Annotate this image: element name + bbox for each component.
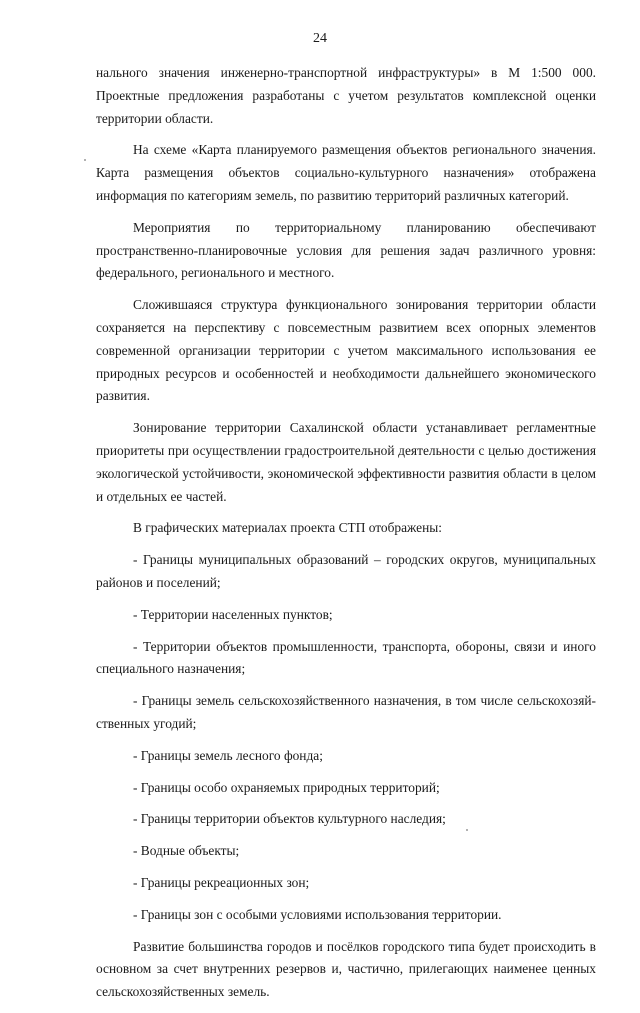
scan-speck [466,829,468,831]
list-item: - Границы земель сельскохозяйственного назначения, в том числе сельскохозяйственных угодий; [96,693,596,731]
paragraph-planning-measures: Мероприятия по территориальному планированию обеспечивают пространственно-планировочные условия для решения задач различного уровня: федерального, регионального и местного. [96,219,596,281]
list-item: - Границы земель лесного фонда; [133,747,323,763]
list-item: - Границы территории объектов культурного наследия; [133,811,446,827]
scan-speck [84,159,86,161]
paragraph-graphic-materials-intro: В графических материалах проекта СТП отображены: [133,520,442,536]
page-number: 24 [313,31,327,46]
list-item: - Границы рекреационных зон; [133,874,310,890]
paragraph-zoning-structure: Сложившаяся структура функционального зонирования территории области сохраняется на перспективу с повсеместным развитием всех опорных элементов современной организации территории с учетом максимального использования ее природных ресурсов и особенностей и необходимости дальнейшего экономического развития. [96,297,596,404]
paragraph-urban-development: Развитие большинства городов и посёлков городского типа будет происходить в основном за счет внутренних резервов и, частично, прилегающих наименее ценных сельскохозяйственных земель. [96,938,596,1000]
list-item: - Границы зон с особыми условиями использования территории. [133,906,502,922]
paragraph-map-scheme: На схеме «Карта планируемого размещения объектов регионального значения. Карта размещения объектов социально-культурного назначения» отображена информация по категориям земель, по развитию территорий различных категорий. [96,142,596,203]
list-item: - Границы особо охраняемых природных территорий; [133,779,440,795]
list-item: - Водные объекты; [133,843,240,859]
graphic-materials-list [96,549,596,926]
paragraph-zoning-priorities: Зонирование территории Сахалинской области устанавливает регламентные приоритеты при осуществлении градостроительной деятельности с целью достижения экологической устойчивости, экономической эффективности развития области в целом и отдельных ее частей. [96,420,596,504]
list-item: - Территории объектов промышленности, транспорта, обороны, связи и иного специального назначения; [96,638,596,677]
list-item: - Территории населенных пунктов; [133,606,333,622]
document-body [96,62,596,1013]
paragraph-continuation: нального значения инженерно-транспортной инфраструктуры» в М 1:500 000. Проектные предложения разработаны с учетом результатов комплексной оценки территории области. [96,65,596,126]
list-item: - Границы муниципальных образований – городских округов, муниципальных районов и поселений; [96,552,596,590]
